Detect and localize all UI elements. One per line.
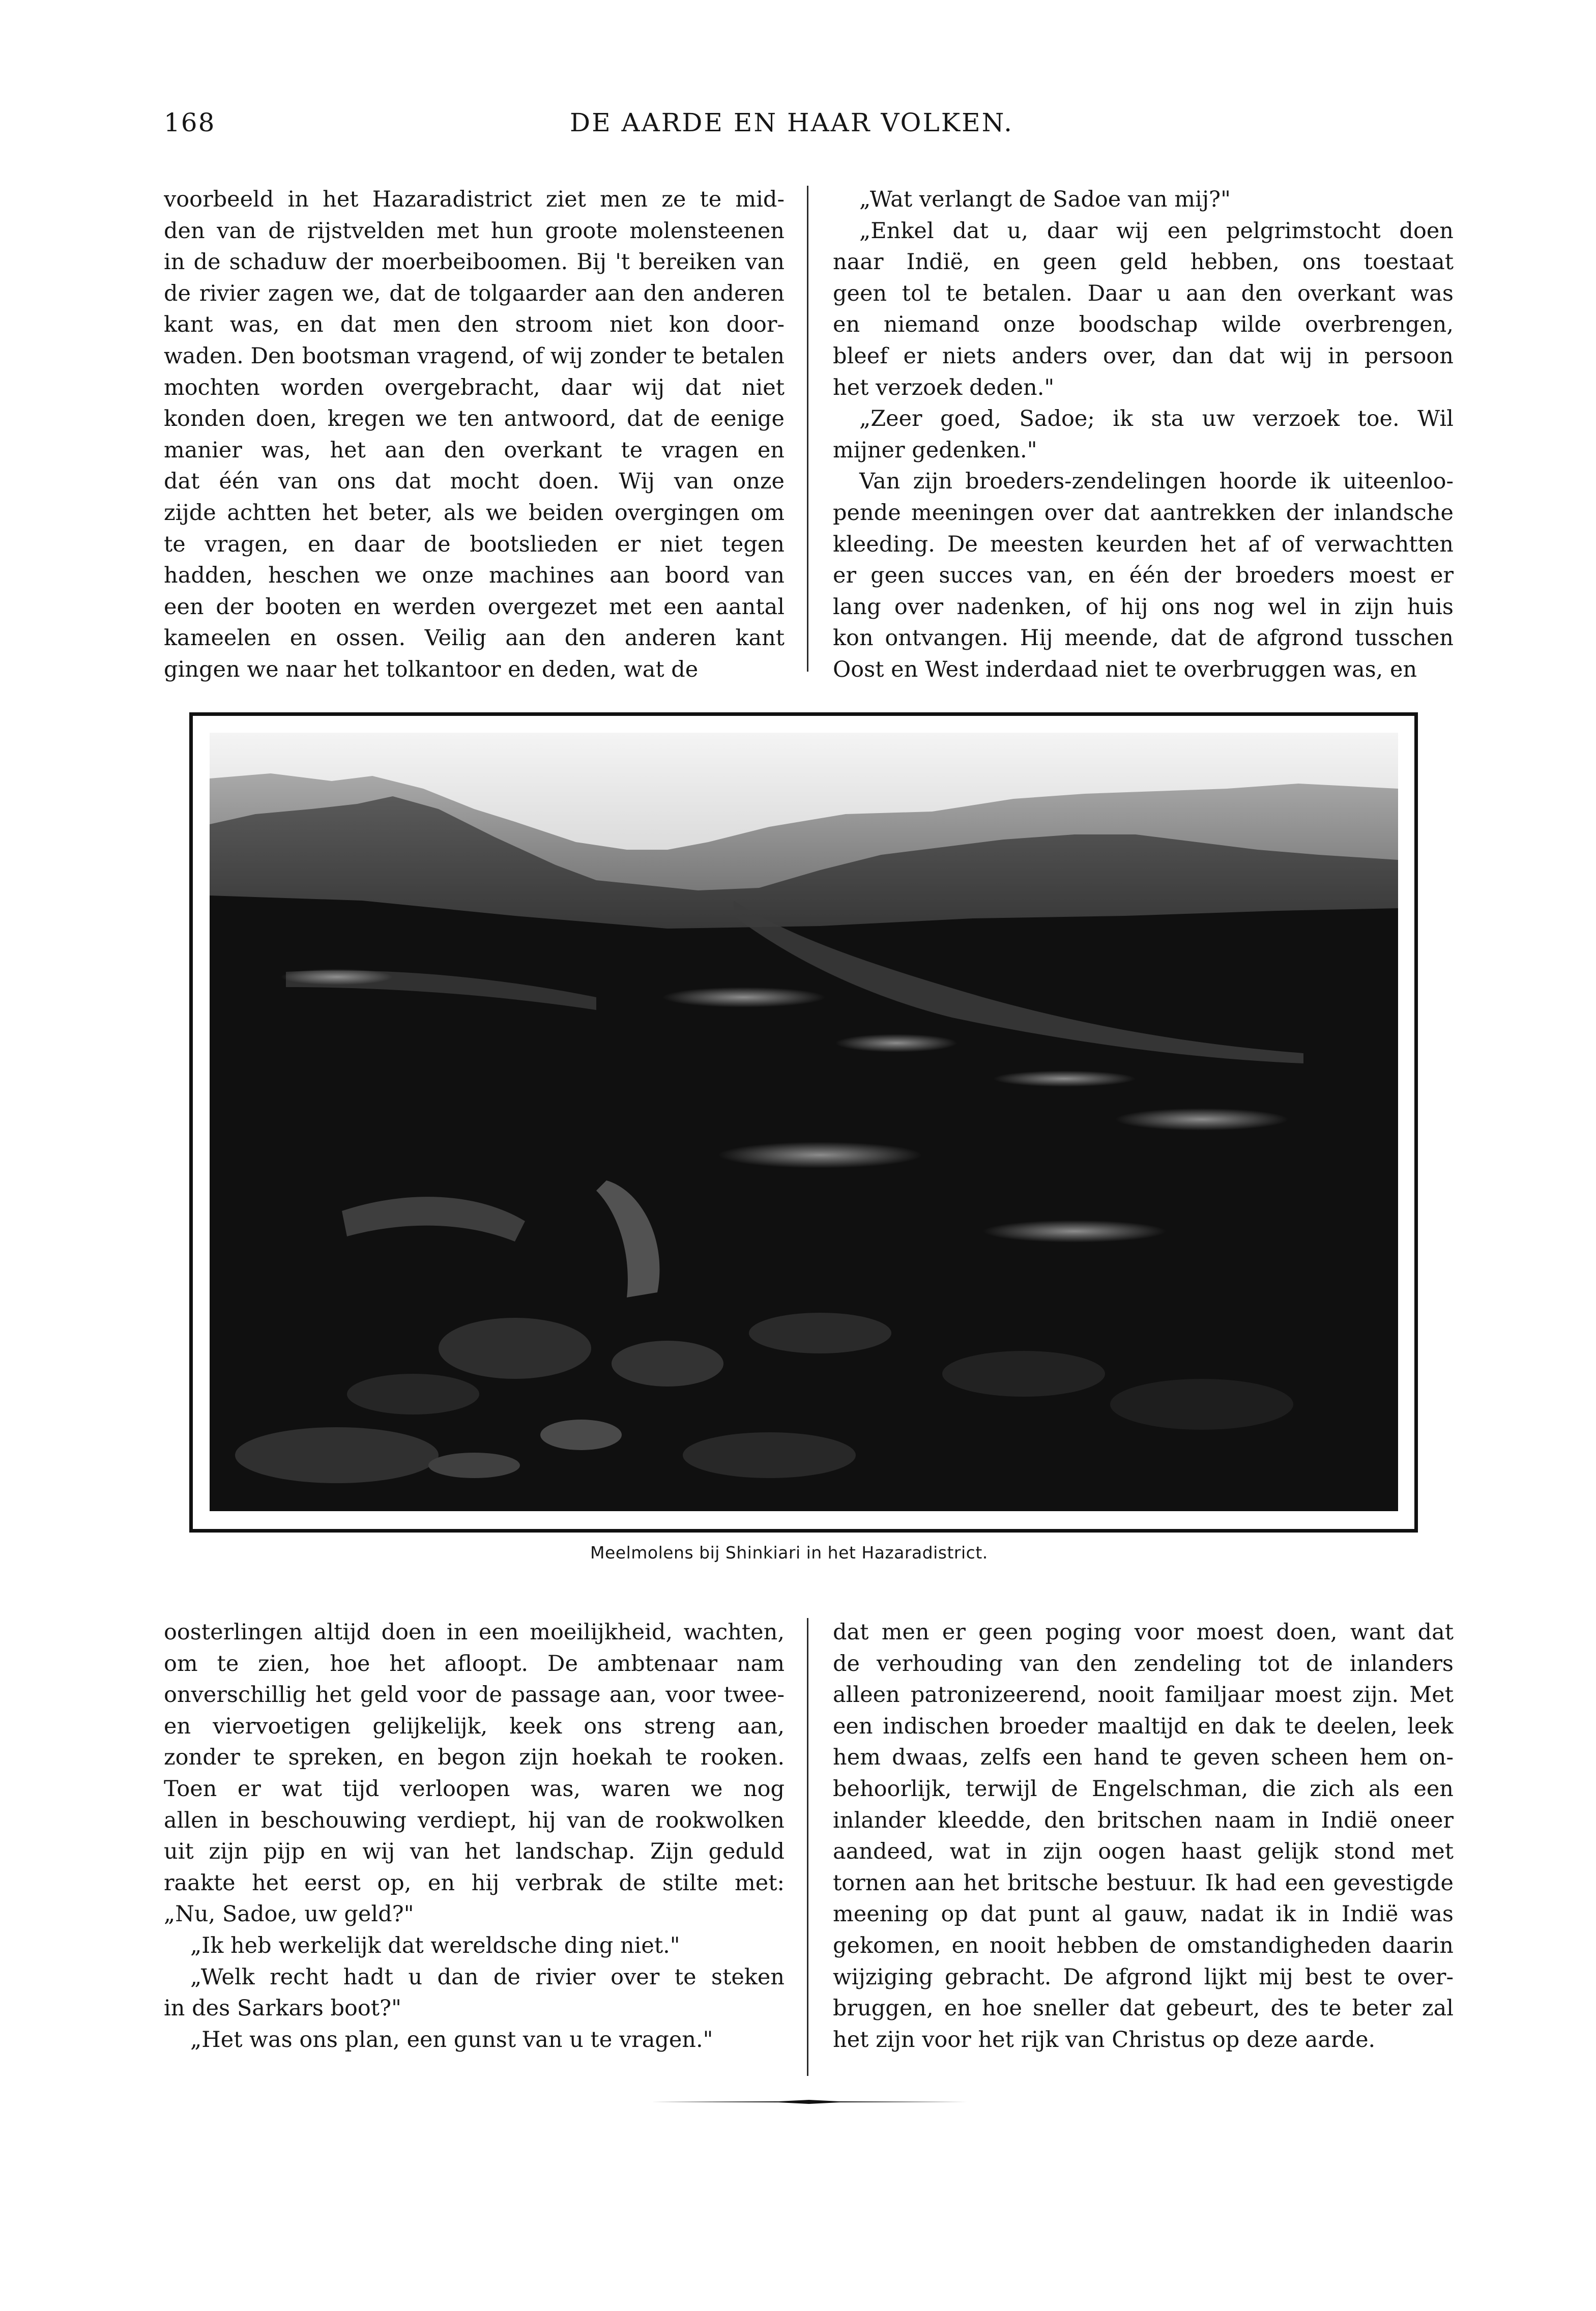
text-line: manier was, het aan den overkant te vragen en: [164, 437, 785, 463]
paragraph: [164, 1962, 785, 2025]
top-right-column: [833, 184, 1454, 686]
paragraph: [833, 216, 1454, 404]
text-line: in des Sarkars boot?": [164, 1996, 401, 2021]
text-line: „Enkel dat u, daar wij een pelgrimstocht doen: [859, 218, 1454, 244]
text-line: „Wat verlangt de Sadoe van mij?": [859, 187, 1231, 212]
text-line: Oost en West inderdaad niet te overbruggen was, en: [833, 656, 1417, 682]
text-line: kameelen en ossen. Veilig aan den anderen kant: [164, 625, 785, 651]
text-line: kon ontvangen. Hij meende, dat de afgrond tusschen: [833, 625, 1454, 651]
text-line: waden. Den bootsman vragend, of wij zonder te betalen: [164, 343, 785, 369]
text-line: onverschillig het geld voor de passage aan, voor twee-: [164, 1682, 785, 1708]
text-line: den van de rijstvelden met hun groote molensteenen: [164, 218, 785, 244]
text-line: en niemand onze boodschap wilde overbrengen,: [833, 312, 1454, 338]
text-line: konden doen, kregen we ten antwoord, dat de eenige: [164, 406, 785, 432]
text-line: bleef er niets anders over, dan dat wij in persoon: [833, 343, 1454, 369]
column-rule-top: [807, 186, 808, 672]
text-line: een indischen broeder maaltijd en dak te deelen, leek: [833, 1713, 1454, 1739]
text-line: raakte het eerst op, en hij verbrak de stilte met:: [164, 1870, 785, 1896]
paragraph: [833, 403, 1454, 466]
text-line: mijner gedenken.": [833, 437, 1037, 463]
text-line: alleen patronizeerend, nooit familjaar moest zijn. Met: [833, 1682, 1454, 1708]
top-left-column: [164, 184, 785, 686]
bottom-left-column: [164, 1617, 785, 2056]
paragraph: [833, 1617, 1454, 2056]
text-line: er geen succes van, en één der broeders moest er: [833, 563, 1454, 589]
text-line: mochten worden overgebracht, daar wij dat niet: [164, 374, 785, 400]
column-rule-bottom: [807, 1618, 808, 2076]
text-line: en viervoetigen gelijkelijk, keek ons streng aan,: [164, 1713, 785, 1739]
text-line: dat één van ons dat mocht doen. Wij van onze: [164, 469, 785, 495]
paragraph: [164, 1930, 785, 1962]
text-line: te vragen, en daar de bootslieden er niet tegen: [164, 531, 785, 557]
text-line: de rivier zagen we, dat de tolgaarder aan den anderen: [164, 280, 785, 306]
text-line: lang over nadenken, of hij ons nog wel in zijn huis: [833, 594, 1454, 620]
text-line: een der booten en werden overgezet met een aantal: [164, 594, 785, 620]
bottom-right-column: [833, 1617, 1454, 2056]
running-title: DE AARDE EN HAAR VOLKEN.: [570, 108, 1014, 137]
paragraph: [833, 184, 1454, 216]
text-line: uit zijn pijp en wij van het landschap. Zijn geduld: [164, 1839, 785, 1865]
text-line: Toen er wat tijd verloopen was, waren we nog: [164, 1776, 785, 1802]
text-line: zonder te spreken, en begon zijn hoekah te rooken.: [164, 1745, 785, 1771]
page-number: 168: [164, 108, 216, 137]
text-line: hadden, heschen we onze machines aan boord van: [164, 563, 785, 589]
text-line: tornen aan het britsche bestuur. Ik had een gevestigde: [833, 1870, 1454, 1896]
photograph-mill-stones-river-valley: [210, 733, 1398, 1511]
text-line: Van zijn broeders-zendelingen hoorde ik uiteenloo-: [859, 469, 1454, 495]
text-line: de verhouding van den zendeling tot de inlanders: [833, 1651, 1454, 1677]
text-line: oosterlingen altijd doen in een moeilijkheid, wachten,: [164, 1620, 785, 1645]
text-line: gingen we naar het tolkantoor en deden, wat de: [164, 656, 699, 682]
text-line: het zijn voor het rijk van Christus op deze aarde.: [833, 2027, 1376, 2053]
paragraph: [164, 1617, 785, 1930]
text-line: „Het was ons plan, een gunst van u te vragen.": [190, 2027, 713, 2053]
text-line: kant was, en dat men den stroom niet kon door-: [164, 312, 785, 338]
text-line: dat men er geen poging voor moest doen, want dat: [833, 1620, 1454, 1645]
text-line: inlander kleedde, den britschen naam in Indië oneer: [833, 1807, 1454, 1833]
text-line: bruggen, en hoe sneller dat gebeurt, des te beter zal: [833, 1996, 1454, 2021]
paragraph: [164, 2025, 785, 2056]
text-line: gekomen, en nooit hebben de omstandigheden daarin: [833, 1932, 1454, 1958]
figure-caption: Meelmolens bij Shinkiari in het Hazaradistrict.: [590, 1543, 988, 1563]
text-line: voorbeeld in het Hazaradistrict ziet men ze te mid-: [164, 187, 785, 212]
text-line: in de schaduw der moerbeiboomen. Bij 't bereiken van: [164, 249, 785, 275]
text-line: zijde achtten het beter, als we beiden overgingen om: [164, 500, 785, 526]
text-line: allen in beschouwing verdiept, hij van de rookwolken: [164, 1807, 785, 1833]
paragraph: [833, 466, 1454, 685]
text-line: het verzoek deden.": [833, 374, 1055, 400]
text-line: pende meeningen over dat aantrekken der inlandsche: [833, 500, 1454, 526]
paragraph: [164, 184, 785, 686]
text-line: meening op dat punt al gauw, nadat ik in Indië was: [833, 1901, 1454, 1927]
text-line: kleeding. De meesten keurden het af of verwachtten: [833, 531, 1454, 557]
text-line: wijziging gebracht. De afgrond lijkt mij best te over-: [833, 1964, 1454, 1990]
text-line: „Welk recht hadt u dan de rivier over te steken: [190, 1964, 785, 1990]
text-line: om te zien, hoe het afloopt. De ambtenaar nam: [164, 1651, 785, 1677]
text-line: „Zeer goed, Sadoe; ik sta uw verzoek toe. Wil: [859, 406, 1454, 432]
text-line: „Ik heb werkelijk dat wereldsche ding niet.": [190, 1932, 680, 1958]
end-ornament-rule: [651, 2099, 967, 2105]
text-line: „Nu, Sadoe, uw geld?": [164, 1901, 414, 1927]
text-line: behoorlijk, terwijl de Engelschman, die zich als een: [833, 1776, 1454, 1802]
text-line: geen tol te betalen. Daar u aan den overkant was: [833, 280, 1454, 306]
text-line: aandeed, wat in zijn oogen haast gelijk stond met: [833, 1839, 1454, 1865]
text-line: hem dwaas, zelfs een hand te geven scheen hem on-: [833, 1745, 1454, 1771]
text-line: naar Indië, en geen geld hebben, ons toestaat: [833, 249, 1454, 275]
